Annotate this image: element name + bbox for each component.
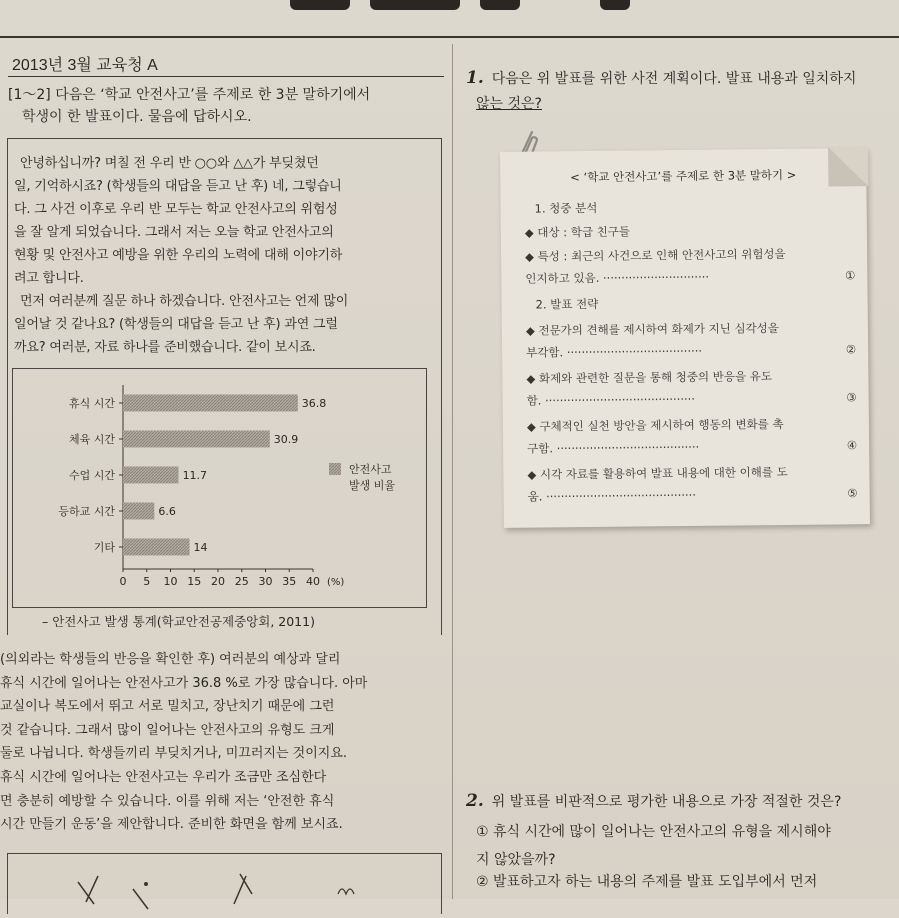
question-text: 위 발표를 비판적으로 평가한 내용으로 가장 적절한 것은? [491, 794, 842, 810]
data-label: 6.6 [158, 505, 176, 518]
passage-line: 면 충분히 예방할 수 있습니다. 이를 위해 저는 ‘안전한 휴식 [0, 793, 335, 809]
question-number: 1. [466, 68, 484, 88]
bar [123, 539, 190, 556]
note-line-text: 구함. ······································· [527, 439, 700, 456]
note-line-text: 움. ········································· [527, 487, 697, 504]
note-line [526, 338, 856, 363]
question-text-underlined: 않는 것은? [476, 96, 542, 112]
chart-box [12, 368, 427, 608]
question-number: 2. [466, 791, 484, 811]
bar [123, 431, 270, 448]
x-unit-label: (%) [327, 577, 345, 588]
category-label: 수업 시간 [68, 469, 115, 482]
category-label: 체육 시간 [68, 433, 115, 446]
plan-note-card [500, 148, 870, 528]
legend-label: 발생 비율 [349, 479, 396, 492]
note-line [527, 434, 857, 459]
heading-rule [0, 36, 899, 38]
note-line-text: ◆ 대상 : 학급 친구들 [524, 224, 631, 240]
category-label: 기타 [93, 541, 115, 554]
note-line [528, 482, 858, 507]
note-line-text: ◆ 특성 : 최근의 사건으로 인해 안전사고의 위험성을 [525, 246, 786, 264]
note-line-text: ◆ 시각 자료를 활용하여 발표 내용에 대한 이해를 도 [527, 464, 788, 482]
question-intro [8, 84, 444, 128]
heading-fragment [480, 0, 520, 10]
answer-option: ② 발표하고자 하는 내용의 주제를 발표 도입부에서 먼저 [476, 874, 818, 890]
note-line-text: ◆ 구체적인 실천 방안을 제시하여 행동의 변화를 촉 [526, 416, 784, 434]
passage-line: 것 같습니다. 그래서 많이 일어나는 안전사고의 유형도 크게 [0, 722, 335, 738]
passage-line: (의외라는 학생들의 반응을 확인한 후) 여러분의 예상과 달리 [0, 652, 341, 667]
x-tick-label: 35 [282, 575, 297, 588]
note-line [526, 290, 866, 316]
heading-fragment [290, 0, 350, 10]
slide-image-box [7, 853, 442, 914]
passage-line: 일어날 것 같나요? (학생들의 대답을 듣고 난 후) 과연 그럴 [14, 317, 338, 332]
x-tick-label: 5 [143, 575, 151, 588]
data-label: 11.7 [182, 469, 208, 482]
x-tick-label: 20 [211, 575, 225, 588]
category-label: 휴식 시간 [68, 397, 115, 410]
note-line [525, 194, 865, 220]
note-line-text: 부각함. ····································· [526, 343, 703, 360]
cartoon-sketch [8, 854, 441, 914]
answer-option: 지 않았을까? [476, 852, 556, 868]
passage-line: 안녕하십니까? 며칠 전 우리 반 ○○와 △△가 부딪쳤던 [20, 156, 319, 171]
passage-line: 교실이나 복도에서 뛰고 서로 밀치고, 장난치기 때문에 그런 [0, 699, 335, 715]
note-line [525, 264, 855, 289]
note-line-text: ◆ 전문가의 견해를 제시하여 화제가 지닌 심각성을 [525, 321, 779, 338]
exam-source: 2013년 3월 교육청 A [12, 57, 158, 74]
passage-line: 먼저 여러분께 질문 하나 하겠습니다. 안전사고는 언제 많이 [20, 294, 349, 309]
source-rule [8, 76, 444, 77]
x-tick-label: 10 [163, 575, 178, 588]
bar [123, 395, 298, 412]
data-label: 30.9 [273, 433, 299, 446]
category-label: 등하교 시간 [58, 505, 115, 518]
choice-number: ② [845, 342, 857, 357]
x-tick-label: 25 [234, 575, 249, 588]
data-label: 36.8 [301, 397, 327, 410]
accident-bar-chart [13, 369, 426, 607]
note-line-text: ◆ 화제와 관련한 질문을 통해 청중의 반응을 유도 [526, 369, 772, 386]
passage-line: 시간 만들기 운동’을 제안합니다. 준비한 화면을 함께 보시죠. [0, 817, 343, 833]
passage-line: 휴식 시간에 일어나는 안전사고는 우리가 조금만 조심한다 [0, 769, 327, 785]
question-1 [466, 66, 896, 117]
note-line-text: 1. 청중 분석 [534, 200, 598, 216]
speech-passage [14, 152, 426, 359]
question-text: 다음은 위 발표를 위한 사전 계획이다. 발표 내용과 일치하지 [491, 71, 857, 87]
data-label: 14 [193, 541, 208, 554]
note-line-text: 인지하고 있음. ····························· [525, 269, 710, 286]
x-tick-label: 40 [306, 575, 320, 588]
passage-line: 다. 그 사건 이후로 우리 반 모두는 학교 안전사고의 위험성 [14, 202, 338, 217]
note-line [525, 218, 855, 243]
passage-line: 현황 및 안전사고 예방을 위한 우리의 노력에 대해 이야기하 [14, 248, 343, 263]
note-line-text: 함. ········································· [526, 391, 696, 408]
note-line [527, 386, 857, 411]
choice-number: ④ [846, 438, 858, 453]
legend-label: 안전사고 [349, 463, 392, 476]
bar [123, 467, 179, 484]
answer-option: ① 휴식 시간에 많이 일어나는 안전사고의 유형을 제시해야 [476, 824, 831, 840]
question-2 [466, 786, 896, 817]
intro-line: [1～2] 다음은 ‘학교 안전사고’를 주제로 한 3분 말하기에서 [8, 87, 371, 103]
passage-line: 까요? 여러분, 자료 하나를 준비했습니다. 같이 보시죠. [14, 340, 316, 355]
chart-caption: – 안전사고 발생 통계(학교안전공제중앙회, 2011) [42, 614, 315, 629]
note-title: < ‘학교 안전사고’를 주제로 한 3분 말하기 > [570, 167, 797, 185]
choice-number: ⑤ [847, 486, 858, 501]
top-heading-strip [0, 0, 899, 42]
passage-line: 을 잘 알게 되었습니다. 그래서 저는 오늘 학교 안전사고의 [14, 225, 334, 240]
x-tick-label: 30 [258, 575, 273, 588]
heading-fragment [370, 0, 460, 10]
x-tick-label: 0 [119, 575, 127, 588]
passage-line: 휴식 시간에 일어나는 안전사고가 36.8 %로 가장 많습니다. 아마 [0, 675, 368, 691]
choice-number: ③ [846, 390, 857, 405]
heading-fragment [600, 0, 630, 10]
passage-line: 일, 기억하시죠? (학생들의 대답을 듣고 난 후) 네, 그렇습니 [14, 179, 342, 194]
column-divider [452, 44, 453, 899]
choice-number: ① [844, 268, 856, 283]
passage-line: 둘로 나뉩니다. 학생들끼리 부딪치거나, 미끄러지는 것이지요. [0, 746, 348, 762]
x-tick-label: 15 [187, 575, 202, 588]
legend-swatch [329, 463, 341, 475]
intro-line: 학생이 한 발표이다. 물음에 답하시오. [22, 109, 252, 125]
bar [123, 503, 154, 520]
speech-passage-2 [0, 648, 432, 837]
passage-line: 려고 합니다. [14, 271, 84, 286]
note-line-text: 2. 발표 전략 [535, 296, 599, 312]
